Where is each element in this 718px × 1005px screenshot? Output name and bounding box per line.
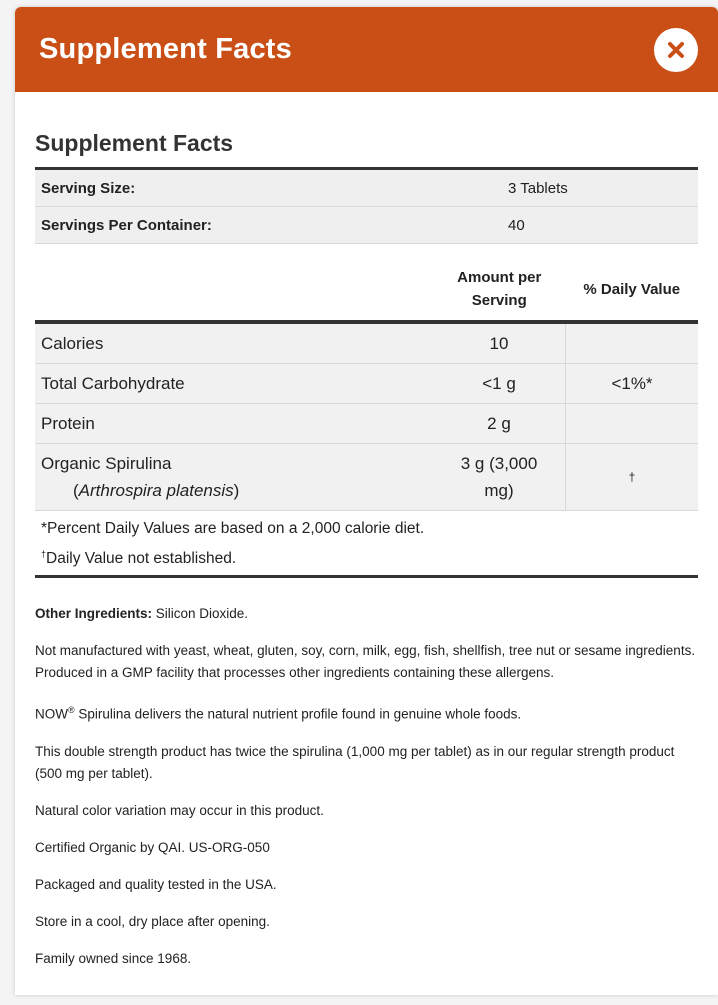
modal-content [15,130,718,970]
nutrient-name [35,444,433,511]
modal-header [15,7,718,92]
nutrient-dv [566,322,699,364]
amount-header-line2: Serving [471,292,527,309]
close-x-icon [666,40,686,60]
serving-size-label: Serving Size: [35,169,502,207]
strength-statement: This double strength product has twice the spirulina (1,000 mg per tablet) as in our regular strength product (500 mg per tablet). [35,743,675,781]
serving-size-value: 3 Tablets [502,169,698,207]
table-row [35,322,698,364]
table-row [35,169,698,207]
table-row [35,207,698,244]
now-statement-text: Spirulina delivers the natural nutrient profile found in genuine whole foods. [74,706,522,722]
nutrient-dv: † [566,444,699,511]
packaged-statement: Packaged and quality tested in the USA. [35,876,277,892]
table-row [35,444,698,511]
nutrient-name: Total Carbohydrate [35,364,433,404]
footnote-dagger-text: Daily Value not established. [46,550,237,568]
color-statement: Natural color variation may occur in this product. [35,802,324,818]
nutrient-name: Calories [35,322,433,364]
nutrient-dv: <1%* [566,364,699,404]
nutrient-name: Protein [35,404,433,444]
dagger-mark: † [41,549,47,559]
servings-per-container-value: 40 [502,207,698,244]
nutrient-latin-name [41,481,239,500]
footnote-percent: *Percent Daily Values are based on a 2,000 calorie diet. [41,520,425,537]
nutrient-amount: 2 g [433,404,566,444]
other-ingredients-label: Other Ingredients: [35,606,153,621]
nutrient-name-main: Organic Spirulina [41,454,172,473]
amount-line1: 3 g (3,000 [460,454,538,473]
paren-close: ) [233,481,240,500]
table-row [35,404,698,444]
storage-statement: Store in a cool, dry place after opening. [35,913,270,929]
nutrient-dv [566,404,699,444]
modal-title: Supplement Facts [39,33,292,65]
amount-line2: mg) [484,481,514,500]
table-row [35,364,698,404]
family-statement: Family owned since 1968. [35,950,192,966]
section-title: Supplement Facts [35,130,234,156]
footnote-dagger [35,547,698,578]
product-info [35,603,698,970]
now-statement [35,699,698,726]
supplement-facts-modal [15,7,718,995]
servings-per-container-label: Servings Per Container: [35,207,502,244]
empty-header [35,266,433,322]
allergen-statement: Not manufactured with yeast, wheat, gluten, soy, corn, milk, egg, fish, shellfish, tree nut or sesame ingredients. Produced in a GMP facility that processes other ingredients containing these allergens. [35,643,696,680]
nutrient-amount [433,444,566,511]
paren-open: ( [73,481,79,500]
amount-header-line1: Amount per [457,269,542,286]
registered-mark: ® [68,705,75,715]
nutrition-table [35,266,698,511]
nutrient-amount: 10 [433,322,566,364]
nutrient-amount: <1 g [433,364,566,404]
organic-statement: Certified Organic by QAI. US-ORG-050 [35,839,270,855]
brand-name: NOW [35,706,68,722]
amount-header [433,266,566,322]
daily-value-header: % Daily Value [583,280,681,298]
other-ingredients-value: Silicon Dioxide. [152,606,249,621]
close-button[interactable] [654,28,698,72]
serving-table [35,167,698,244]
other-ingredients [35,603,698,625]
latin-name: Arthrospira platensis [78,481,234,500]
